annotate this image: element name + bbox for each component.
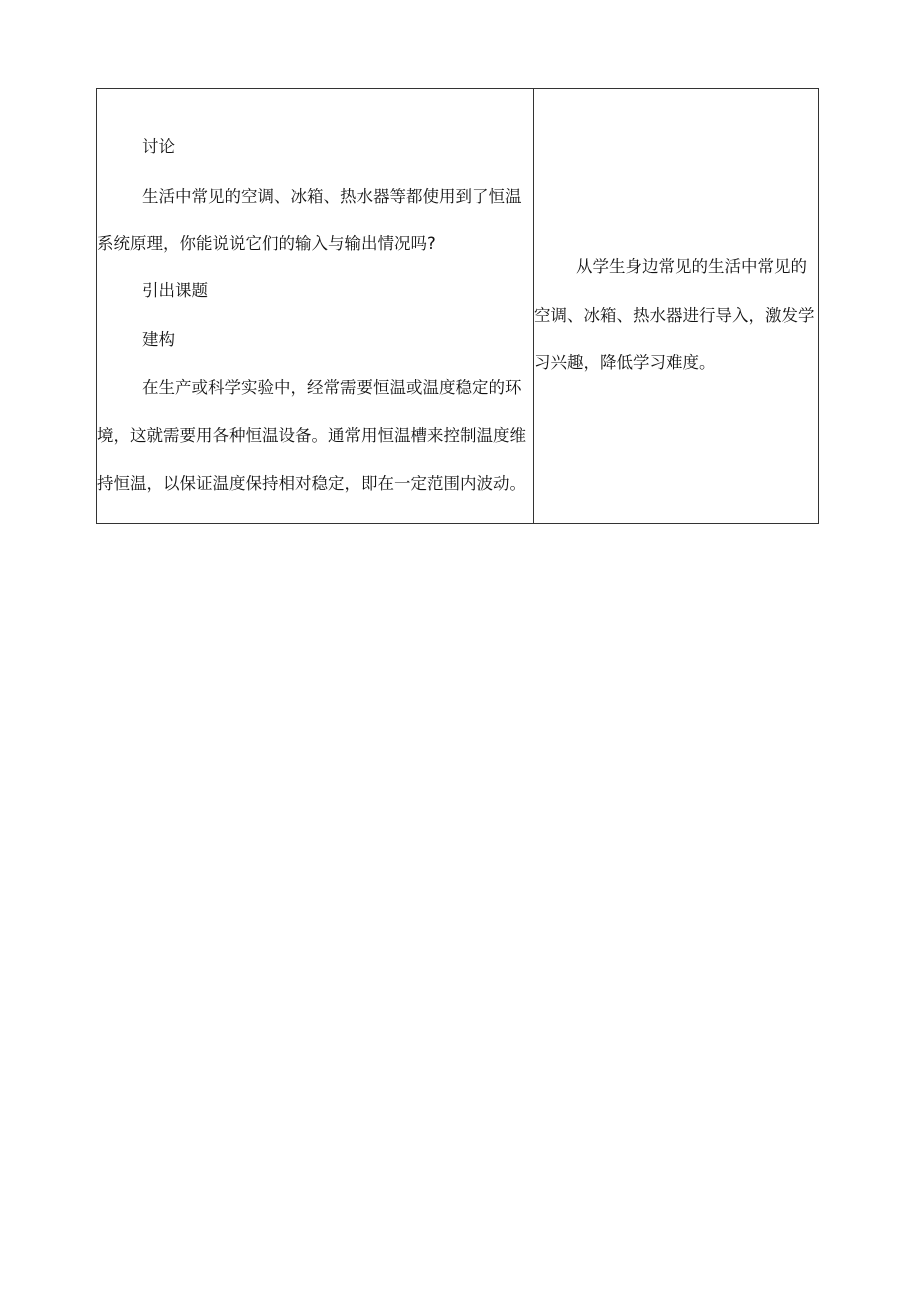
paragraph-line: 持恒温，以保证温度保持相对稳定，即在一定范围内波动。 <box>97 474 526 493</box>
lesson-table <box>96 88 819 524</box>
intent-line: 从学生身边常见的生活中常见的 <box>576 257 807 276</box>
discussion-heading: 讨论 <box>142 137 175 156</box>
intent-cell <box>534 89 819 523</box>
topic-heading: 引出课题 <box>142 281 208 300</box>
paragraph-line: 在生产或科学实验中，经常需要恒温或温度稳定的环 <box>142 378 522 397</box>
paragraph-line: 系统原理，你能说说它们的输入与输出情况吗? <box>97 234 436 253</box>
construct-heading: 建构 <box>142 330 175 349</box>
intent-line: 空调、冰箱、热水器进行导入，激发学 <box>534 306 815 325</box>
paragraph-line: 境，这就需要用各种恒温设备。通常用恒温槽来控制温度维 <box>97 426 526 445</box>
intent-line: 习兴趣，降低学习难度。 <box>534 353 716 372</box>
paragraph-line: 生活中常见的空调、冰箱、热水器等都使用到了恒温 <box>142 187 522 206</box>
